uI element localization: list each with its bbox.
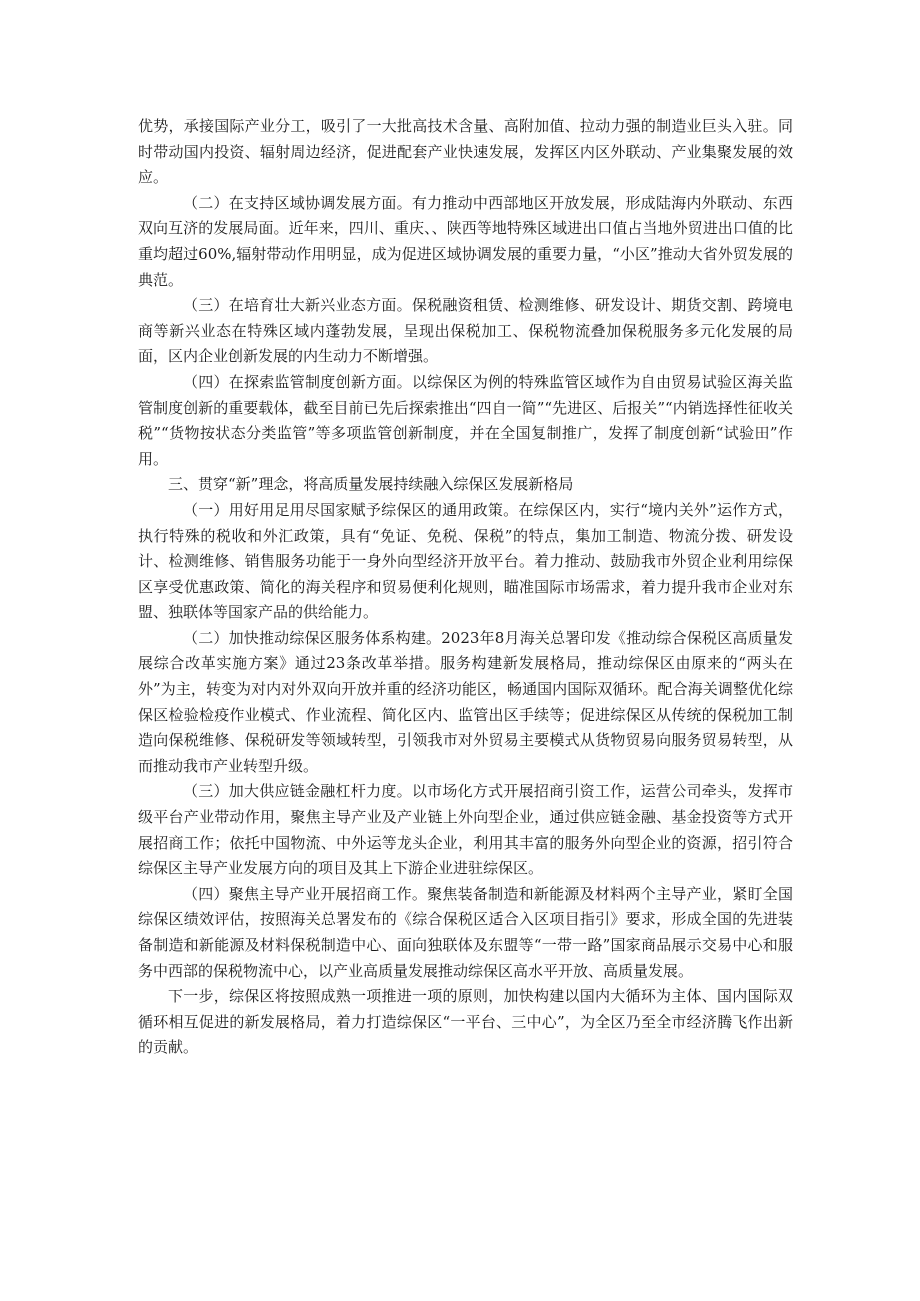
paragraph-investment-attraction: （四）聚焦主导产业开展招商工作。聚焦装备制造和新能源及材料两个主导产业，紧盯全国综保区绩效评估，按照海关总署发布的《综合保税区适合入区项目指引》要求，形成全国的先进装备制造和新能源及材料保税制造中心、面向独联体及东盟等“一带一路”国家商品展示交易中心和服务中西部的保税物流中心，以产业高质量发展推动综保区高水平开放、高质量发展。 xyxy=(138,884,793,980)
paragraph-emerging-industries: （三）在培育壮大新兴业态方面。保税融资租赁、检测维修、研发设计、期货交割、跨境电商等新兴业态在特殊区域内蓬勃发展，呈现出保税加工、保税物流叠加保税服务多元化发展的局面，区内企业创新发展的内生动力不断增强。 xyxy=(138,296,793,366)
document-body xyxy=(138,114,793,1061)
paragraph-general-policies: （一）用好用足用尽国家赋予综保区的通用政策。在综保区内，实行“境内关外”运作方式，执行特殊的税收和外汇政策，具有“免证、免税、保税”的特点，集加工制造、物流分拨、研发设计、检测维修、销售服务功能于一身外向型经济开放平台。着力推动、鼓励我市外贸企业利用综保区享受优惠政策、简化的海关程序和贸易便利化规则，瞄准国际市场需求，着力提升我市企业对东盟、独联体等国家产品的供给能力。 xyxy=(138,500,793,622)
paragraph-supply-chain-finance: （三）加大供应链金融杠杆力度。以市场化方式开展招商引资工作，运营公司牵头，发挥市级平台产业带动作用，聚焦主导产业及产业链上外向型企业，通过供应链金融、基金投资等方式开展招商工作；依托中国物流、中外运等龙头企业，利用其丰富的服务外向型企业的资源，招引符合综保区主导产业发展方向的项目及其上下游企业进驻综保区。 xyxy=(138,782,793,878)
paragraph-service-system: （二）加快推动综保区服务体系构建。2023年8月海关总署印发《推动综合保税区高质量发展综合改革实施方案》通过23条改革举措。服务构建新发展格局，推动综保区由原来的“两头在外”为主，转变为对内对外双向开放并重的经济功能区，畅通国内国际双循环。配合海关调整优化综保区检验检疫作业模式、作业流程、简化区内、监管出区手续等；促进综保区从传统的保税加工制造向保税维修、保税研发等领域转型，引领我市对外贸易主要模式从货物贸易向服务贸易转型，从而推动我市产业转型升级。 xyxy=(138,628,793,775)
paragraph-regulatory-innovation: （四）在探索监管制度创新方面。以综保区为例的特殊监管区域作为自由贸易试验区海关监管制度创新的重要载体，截至目前已先后探索推出“四自一简”“先进区、后报关”“内销选择性征收关税”“货物按状态分类监管”等多项监管创新制度，并在全国复制推广，发挥了制度创新“试验田”作用。 xyxy=(138,372,793,468)
paragraph-next-steps: 下一步，综保区将按照成熟一项推进一项的原则，加快构建以国内大循环为主体、国内国际双循环相互促进的新发展格局，着力打造综保区“一平台、三中心”，为全区乃至全市经济腾飞作出新的贡献。 xyxy=(138,987,793,1057)
paragraph-regional-coordination: （二）在支持区域协调发展方面。有力推动中西部地区开放发展，形成陆海内外联动、东西双向互济的发展局面。近年来，四川、重庆、、陕西等地特殊区域进出口值占当地外贸进出口值的比重均超过60%,辐射带动作用明显，成为促进区域协调发展的重要力量，“小区”推动大省外贸发展的典范。 xyxy=(138,193,793,289)
section-heading-three: 三、贯穿“新”理念，将高质量发展持续融入综保区发展新格局 xyxy=(168,475,574,494)
paragraph-continuation: 优势，承接国际产业分工，吸引了一大批高技术含量、高附加值、拉动力强的制造业巨头入驻。同时带动国内投资、辐射周边经济，促进配套产业快速发展，发挥区内区外联动、产业集聚发展的效应。 xyxy=(138,117,793,187)
